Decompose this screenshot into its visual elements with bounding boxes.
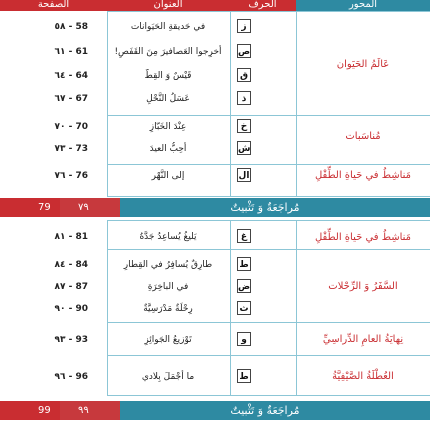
review-page-latin: 79	[38, 202, 51, 213]
letter-box: ش	[237, 141, 251, 155]
review-page-latin: 99	[38, 405, 51, 416]
header-axis-label: المحور	[296, 0, 430, 11]
axis-label: السَّفَرُ وَ الرِّحْلات	[328, 281, 398, 292]
axis-label: مَناشِطُ في حَياةِ الطِّفْلِ	[314, 170, 412, 181]
review-label: مُراجَعَةٌ وَ تَثْبيتٌ	[230, 201, 300, 214]
page-range: ٨٤ - 84	[54, 260, 88, 270]
review-band[interactable]	[0, 198, 430, 217]
axis-label: نِهايَةُ العامِ الدِّراسِيِّ	[322, 334, 404, 345]
letter-box: ال	[237, 168, 251, 182]
axis-label: العُطْلَةُ الصَّيْفِيَّةُ	[332, 371, 394, 382]
review-page-arabic: ٧٩	[78, 202, 89, 213]
lesson-title[interactable]: عِنْدَ الخَبّازِ	[149, 122, 187, 132]
letter-box: ض	[237, 279, 251, 293]
page-range: ٨٧ - 87	[54, 282, 88, 292]
page-range: ٦٧ - 67	[54, 94, 88, 104]
page-range: ٩٠ - 90	[54, 304, 88, 314]
letter-box: غ	[237, 229, 251, 243]
lesson-title[interactable]: إلى النَّهْر	[151, 171, 185, 181]
axis-label: مَناشِطُ في حَياةِ الطِّفْلِ	[314, 232, 412, 243]
letter-box: ط	[237, 257, 251, 271]
page-range: ٦١ - 61	[54, 47, 88, 57]
page-range: ٧٣ - 73	[54, 144, 88, 154]
lesson-title[interactable]: ما أَجْمَلَ بِلادي	[141, 372, 195, 382]
header-letter-label: الحرف	[229, 0, 296, 11]
lesson-title[interactable]: طارِقٌ يُسافِرُ في القِطارِ	[123, 260, 213, 270]
page-range: ٦٤ - 64	[54, 71, 88, 81]
page-range: ٧٠ - 70	[54, 122, 88, 132]
letter-box: ق	[237, 68, 251, 82]
letter-box: ط	[237, 369, 251, 383]
review-label: مُراجَعَةٌ وَ تَثْبيتٌ	[230, 404, 300, 417]
letter-box: ذ	[237, 91, 251, 105]
lesson-title[interactable]: يَليغُ يُساعِدُ جَدَّهُ	[139, 232, 197, 242]
page-range: ٩٣ - 93	[54, 335, 88, 345]
page-range: ٥٨ - 58	[54, 22, 88, 32]
lesson-title[interactable]: في الباخِرَةِ	[147, 282, 189, 292]
letter-box: ز	[237, 19, 251, 33]
lesson-title[interactable]: أخرِجوا العَصافيرَ مِنَ القَفَصِ!	[114, 47, 222, 57]
lesson-title[interactable]: قَيْسٌ وَ القِطّ	[144, 71, 192, 81]
review-page-arabic: ٩٩	[78, 405, 89, 416]
lesson-title[interactable]: عَسَلُ النَّحْلِ	[146, 94, 190, 104]
page-range: ٧٦ - 76	[54, 171, 88, 181]
header-title-label: العنوان	[107, 0, 229, 11]
letter-box: ص	[237, 44, 251, 58]
axis-label: عَالَمُ الحَيَوان	[336, 59, 390, 70]
letter-box: و	[237, 332, 251, 346]
lesson-title[interactable]: رِحْلَةٌ مَدْرَسِيَّةٌ	[143, 304, 193, 314]
letter-box: خ	[237, 119, 251, 133]
lesson-title[interactable]: في حَديقةِ الحَيَوانات	[130, 22, 206, 32]
letter-box: ث	[237, 301, 251, 315]
axis-label: مُناسَبات	[345, 131, 381, 142]
page-range: ٩٦ - 96	[54, 372, 88, 382]
review-band[interactable]	[0, 401, 430, 420]
header-page-label: الصفحة	[0, 0, 107, 11]
page-range: ٨١ - 81	[54, 232, 88, 242]
lesson-title[interactable]: تَوْزيعُ الجَوائِزِ	[144, 335, 192, 345]
lesson-title[interactable]: أُحِبُّ العيدَ	[149, 144, 187, 154]
